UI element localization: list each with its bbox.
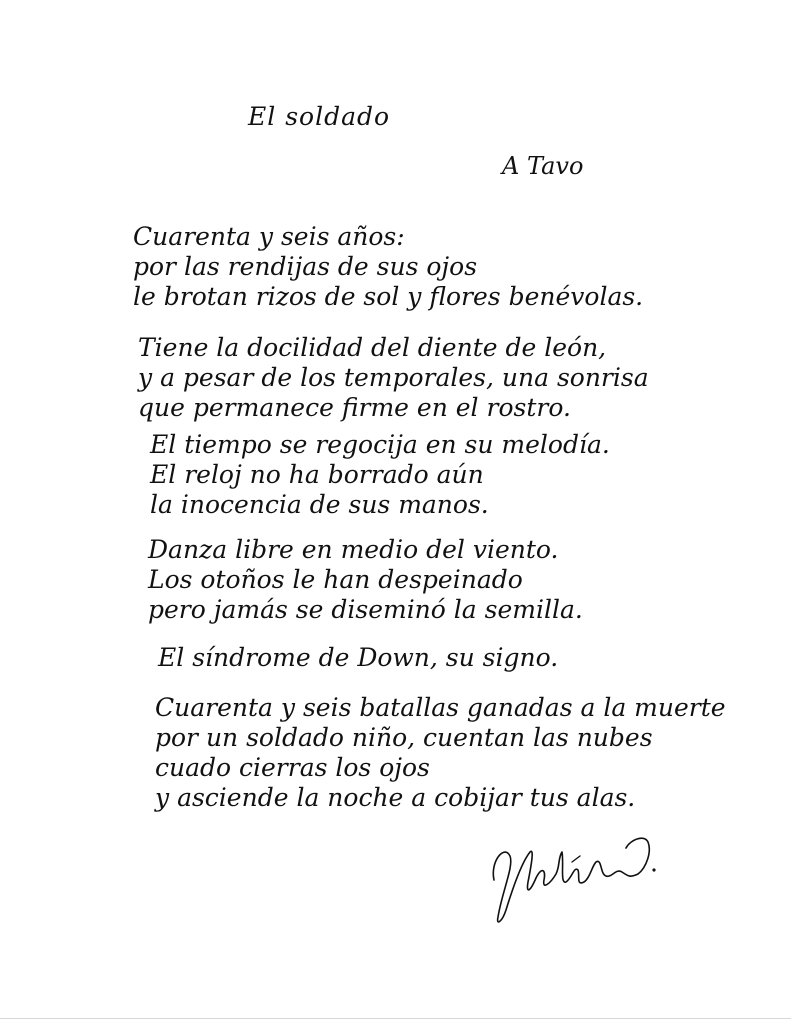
poem-dedication: A Tavo [502, 152, 584, 180]
poem-line: y a pesar de los temporales, una sonrisa [138, 363, 649, 392]
poem-line: Cuarenta y seis batallas ganadas a la muerte [155, 693, 726, 722]
stanza-4 [148, 535, 583, 625]
poem-line: Cuarenta y seis años: [133, 222, 405, 251]
stanza-2 [138, 333, 649, 423]
poem-line: El reloj no ha borrado aún [150, 460, 484, 489]
poem-line: que permanece firme en el rostro. [138, 393, 571, 422]
poem-line: y asciende la noche a cobijar tus alas. [155, 783, 636, 812]
stanza-1 [133, 222, 643, 312]
poem-line: El tiempo se regocija en su melodía. [150, 430, 610, 459]
poem-line: Los otoños le han despeinado [148, 565, 523, 594]
poem-line: Tiene la docilidad del diente de león, [138, 333, 607, 362]
poem-line: por un soldado niño, cuentan las nubes [155, 723, 653, 752]
poem-line: le brotan rizos de sol y flores benévolas. [133, 282, 644, 311]
author-signature [480, 822, 665, 932]
poem-line: la inocencia de sus manos. [150, 490, 489, 519]
poem-line: El síndrome de Down, su signo. [158, 643, 559, 672]
stanza-6 [155, 693, 726, 813]
poem-title: El soldado [248, 102, 391, 131]
stanza-3 [150, 430, 610, 520]
stanza-5 [158, 643, 558, 673]
poem-line: cuado cierras los ojos [155, 753, 430, 782]
scan-edge [0, 1018, 791, 1019]
poem-line: por las rendijas de sus ojos [133, 252, 478, 281]
poem-line: Danza libre en medio del viento. [148, 535, 559, 564]
poem-line: pero jamás se diseminó la semilla. [148, 595, 583, 624]
